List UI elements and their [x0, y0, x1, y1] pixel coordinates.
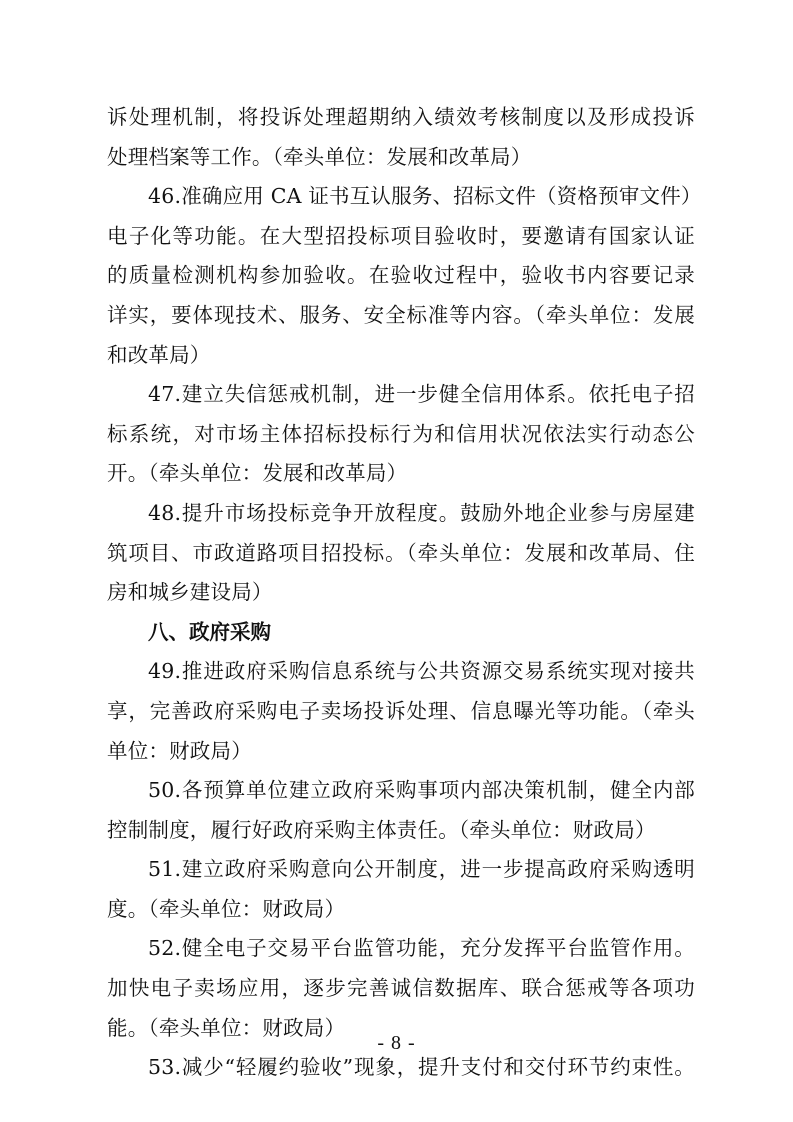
text-line: 筑项目、市政道路项目招投标。（牵头单位：发展和改革局、住 [107, 540, 695, 565]
item-52 [107, 929, 695, 1048]
item-49 [107, 652, 695, 771]
text-line: 享，完善政府采购电子卖场投诉处理、信息曝光等功能。（牵头 [107, 698, 695, 723]
item-48 [107, 494, 695, 613]
text-line: 详实，要体现技术、服务、安全标准等内容。（牵头单位：发展 [107, 302, 695, 327]
text-line: 46.准确应用 CA 证书互认服务、招标文件（资格预审文件） [148, 184, 702, 209]
text-line: 处理档案等工作。（牵头单位：发展和改革局） [107, 144, 532, 169]
text-line: 加快电子卖场应用，逐步完善诚信数据库、联合惩戒等各项功 [107, 976, 695, 1001]
paragraph-continuation [107, 98, 695, 177]
text-line: 电子化等功能。在大型招投标项目验收时，要邀请有国家认证 [107, 223, 695, 248]
text-line: 能。（牵头单位：财政局） [107, 1015, 346, 1040]
text-line: 50.各预算单位建立政府采购事项内部决策机制，健全内部 [148, 778, 695, 803]
text-line: 度。（牵头单位：财政局） [107, 896, 346, 921]
text-line: 标系统，对市场主体招标投标行为和信用状况依法实行动态公 [107, 421, 695, 446]
document-body [107, 98, 702, 1088]
text-line: 控制制度，履行好政府采购主体责任。（牵头单位：财政局） [107, 817, 656, 842]
text-line: 52.健全电子交易平台监管功能，充分发挥平台监管作用。 [148, 936, 695, 961]
text-line: 开。（牵头单位：发展和改革局） [107, 461, 408, 486]
text-line: 房和城乡建设局） [107, 580, 273, 605]
text-line: 和改革局） [107, 342, 211, 367]
text-line: 49.推进政府采购信息系统与公共资源交易系统实现对接共 [148, 659, 695, 684]
text-line: 单位：财政局） [107, 738, 252, 763]
text-line: 48.提升市场投标竞争开放程度。鼓励外地企业参与房屋建 [148, 500, 695, 525]
item-50 [107, 771, 695, 850]
section-heading: 八、政府采购 [148, 619, 271, 644]
text-line: 诉处理机制，将投诉处理超期纳入绩效考核制度以及形成投诉 [107, 105, 695, 129]
item-46 [107, 177, 702, 375]
text-line: 的质量检测机构参加验收。在验收过程中，验收书内容要记录 [107, 263, 695, 288]
text-line: 51.建立政府采购意向公开制度，进一步提高政府采购透明 [148, 857, 695, 882]
text-line: 47.建立失信惩戒机制，进一步健全信用体系。依托电子招 [148, 382, 695, 407]
page-number: - 8 - [377, 1032, 416, 1054]
item-51 [107, 850, 695, 929]
item-47 [107, 375, 695, 494]
text-line: 53.减少“轻履约验收”现象，提升支付和交付环节约束性。 [148, 1055, 695, 1080]
